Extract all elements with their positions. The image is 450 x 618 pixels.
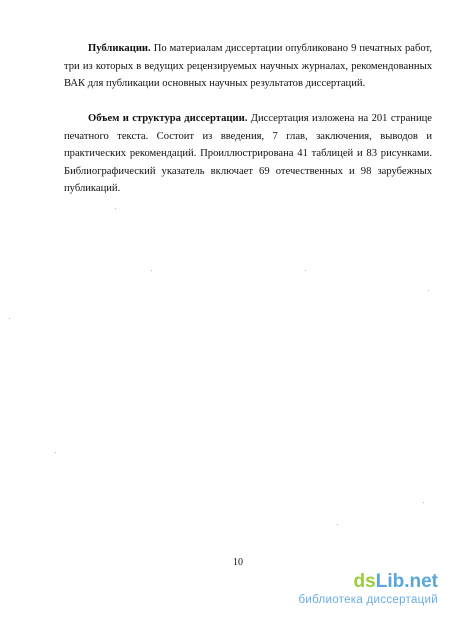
publications-heading: Публикации. — [88, 43, 151, 54]
page-number: 10 — [233, 557, 243, 568]
scan-speck — [305, 270, 306, 271]
structure-paragraph — [64, 110, 432, 198]
watermark-logo-lib: Lib — [375, 571, 405, 592]
watermark-logo — [354, 572, 438, 592]
watermark-logo-ds: ds — [353, 571, 376, 592]
scan-speck — [337, 524, 338, 525]
scan-speck — [9, 318, 10, 319]
scan-speck — [151, 270, 152, 271]
dslib-watermark — [292, 572, 442, 610]
scan-speck — [428, 290, 429, 291]
scan-speck — [55, 452, 56, 453]
scan-speck — [423, 502, 424, 503]
watermark-logo-net: .net — [404, 571, 438, 592]
watermark-tagline: библиотека диссертаций — [298, 594, 438, 606]
structure-heading: Объем и структура диссертации. — [88, 113, 248, 124]
scan-speck — [115, 208, 116, 209]
publications-text: По материалам диссертации опубликовано 9 печатных работ, три из которых в ведущих рецензируемых научных журналах, рекомендованных ВАК для публикации основных научных результатов диссертаций. — [64, 43, 432, 89]
publications-paragraph — [64, 40, 432, 93]
structure-text: Диссертация изложена на 201 странице печатного текста. Состоит из введения, 7 глав, заключения, выводов и практических рекомендаций. Проиллюстрирована 41 таблицей и 83 рисунками. Библиографический указатель включает 69 отечественных и 98 зарубежных публикаций. — [64, 113, 433, 194]
